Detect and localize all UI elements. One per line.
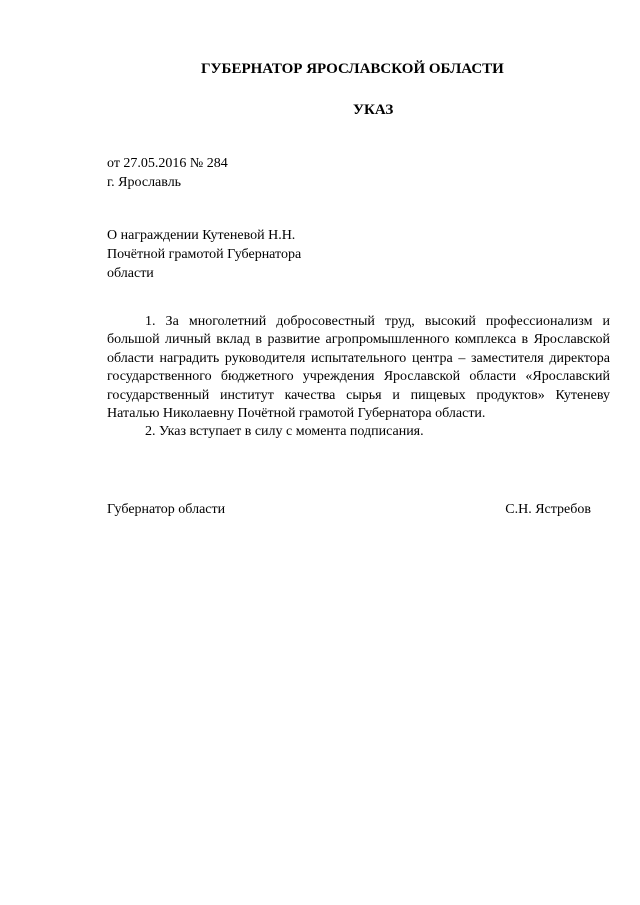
signatory-position: Губернатор области — [107, 502, 226, 517]
document-date-number: от 27.05.2016 № 284 — [107, 156, 228, 171]
signatory-name: С.Н. Ястребов — [505, 502, 591, 517]
issuing-authority-title: ГУБЕРНАТОР ЯРОСЛАВСКОЙ ОБЛАСТИ — [201, 61, 504, 77]
document-subject — [107, 226, 301, 283]
subject-line: Почётной грамотой Губернатора — [107, 247, 302, 262]
document-body — [107, 313, 610, 442]
subject-line: области — [107, 266, 154, 281]
subject-line: О награждении Кутеневой Н.Н. — [107, 228, 296, 243]
body-paragraph: 2. Указ вступает в силу с момента подписания. — [145, 424, 424, 440]
document-city: г. Ярославль — [107, 175, 182, 190]
body-paragraph: 1. За многолетний добросовестный труд, высокий профессионализм и большой личный вклад в развитие агропромышленного комплекса в Ярославской области наградить руководителя испытательного центра – заместителя директора государственного бюджетного учреждения Ярославской области «Ярославский государственный институт качества сырья и пищевых продуктов» Кутеневу Наталью Николаевну Почётной грамотой Губернатора области. — [107, 314, 610, 422]
document-type-title: УКАЗ — [353, 102, 394, 118]
